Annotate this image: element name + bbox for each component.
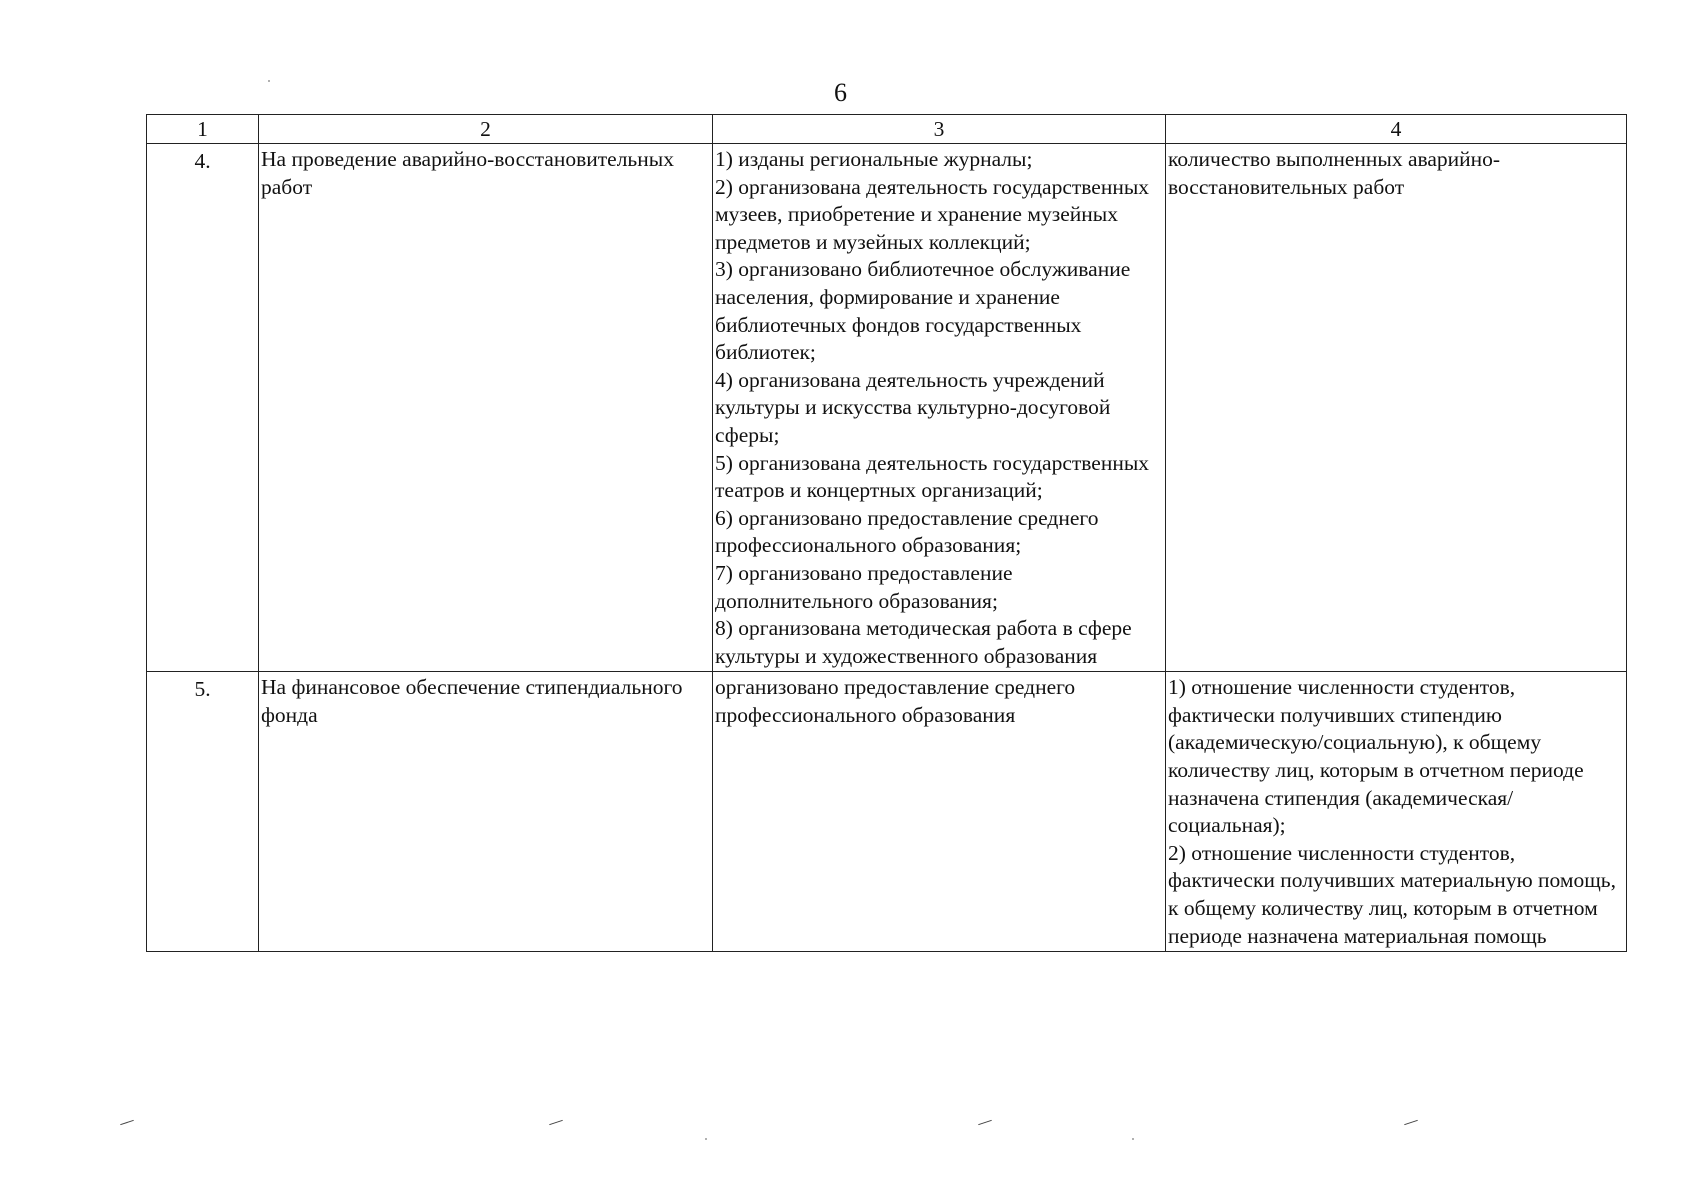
scan-mark xyxy=(549,1120,563,1125)
column-header-1: 1 xyxy=(147,115,259,144)
expense-purpose-cell: На финансовое обеспечение стипендиального фонда xyxy=(259,672,713,952)
page-number: 6 xyxy=(834,78,847,107)
result-item: 7) организовано предоставление дополнительного образования; xyxy=(715,560,1013,613)
indicator-cell xyxy=(1166,144,1627,672)
column-header-2: 2 xyxy=(259,115,713,144)
row-number: 4. xyxy=(147,144,259,672)
column-header-4: 4 xyxy=(1166,115,1627,144)
result-item: организовано предоставление среднего профессионального образования xyxy=(715,675,1076,727)
scan-mark xyxy=(1404,1120,1418,1125)
scan-dot xyxy=(705,1138,707,1140)
result-item: 6) организовано предоставление среднего профессионального образования; xyxy=(715,505,1099,558)
indicator-cell xyxy=(1166,672,1627,952)
result-item: 1) изданы региональные журналы; xyxy=(715,147,1033,171)
results-cell xyxy=(713,144,1166,672)
table-header-row xyxy=(147,115,1627,144)
result-item: 4) организована деятельность учреждений культуры и искусства культурно-досуговой сферы; xyxy=(715,367,1111,447)
row-number: 5. xyxy=(147,672,259,952)
scan-dot xyxy=(1132,1138,1134,1140)
table-row xyxy=(147,672,1627,952)
indicator-item: количество выполненных аварийно-восстановительных работ xyxy=(1168,147,1501,199)
scan-mark xyxy=(120,1120,134,1125)
document-table xyxy=(146,114,1627,952)
column-header-3: 3 xyxy=(713,115,1166,144)
scan-mark xyxy=(978,1120,992,1125)
result-item: 5) организована деятельность государственных театров и концертных организаций; xyxy=(715,450,1150,503)
result-item: 2) организована деятельность государственных музеев, приобретение и хранение музейных предметов и музейных коллекций; xyxy=(715,174,1150,254)
results-cell xyxy=(713,672,1166,952)
result-item: 8) организована методическая работа в сфере культуры и художественного образования xyxy=(715,616,1132,668)
scan-dot xyxy=(268,80,270,82)
indicator-item: 2) отношение численности студентов, фактически получивших материальную помощь, к общему количеству лиц, которым в отчетном периоде назначена материальная помощь xyxy=(1168,840,1616,948)
expense-purpose-cell: На проведение аварийно-восстановительных работ xyxy=(259,144,713,672)
table-row xyxy=(147,144,1627,672)
result-item: 3) организовано библиотечное обслуживание населения, формирование и хранение библиотечных фондов государственных библиотек; xyxy=(715,257,1131,365)
indicator-item: 1) отношение численности студентов, фактически получивших стипендию (академическую/социальную), к общему количеству лиц, которым в отчетном периоде назначена стипендия (академическая/социальная); xyxy=(1168,675,1584,838)
